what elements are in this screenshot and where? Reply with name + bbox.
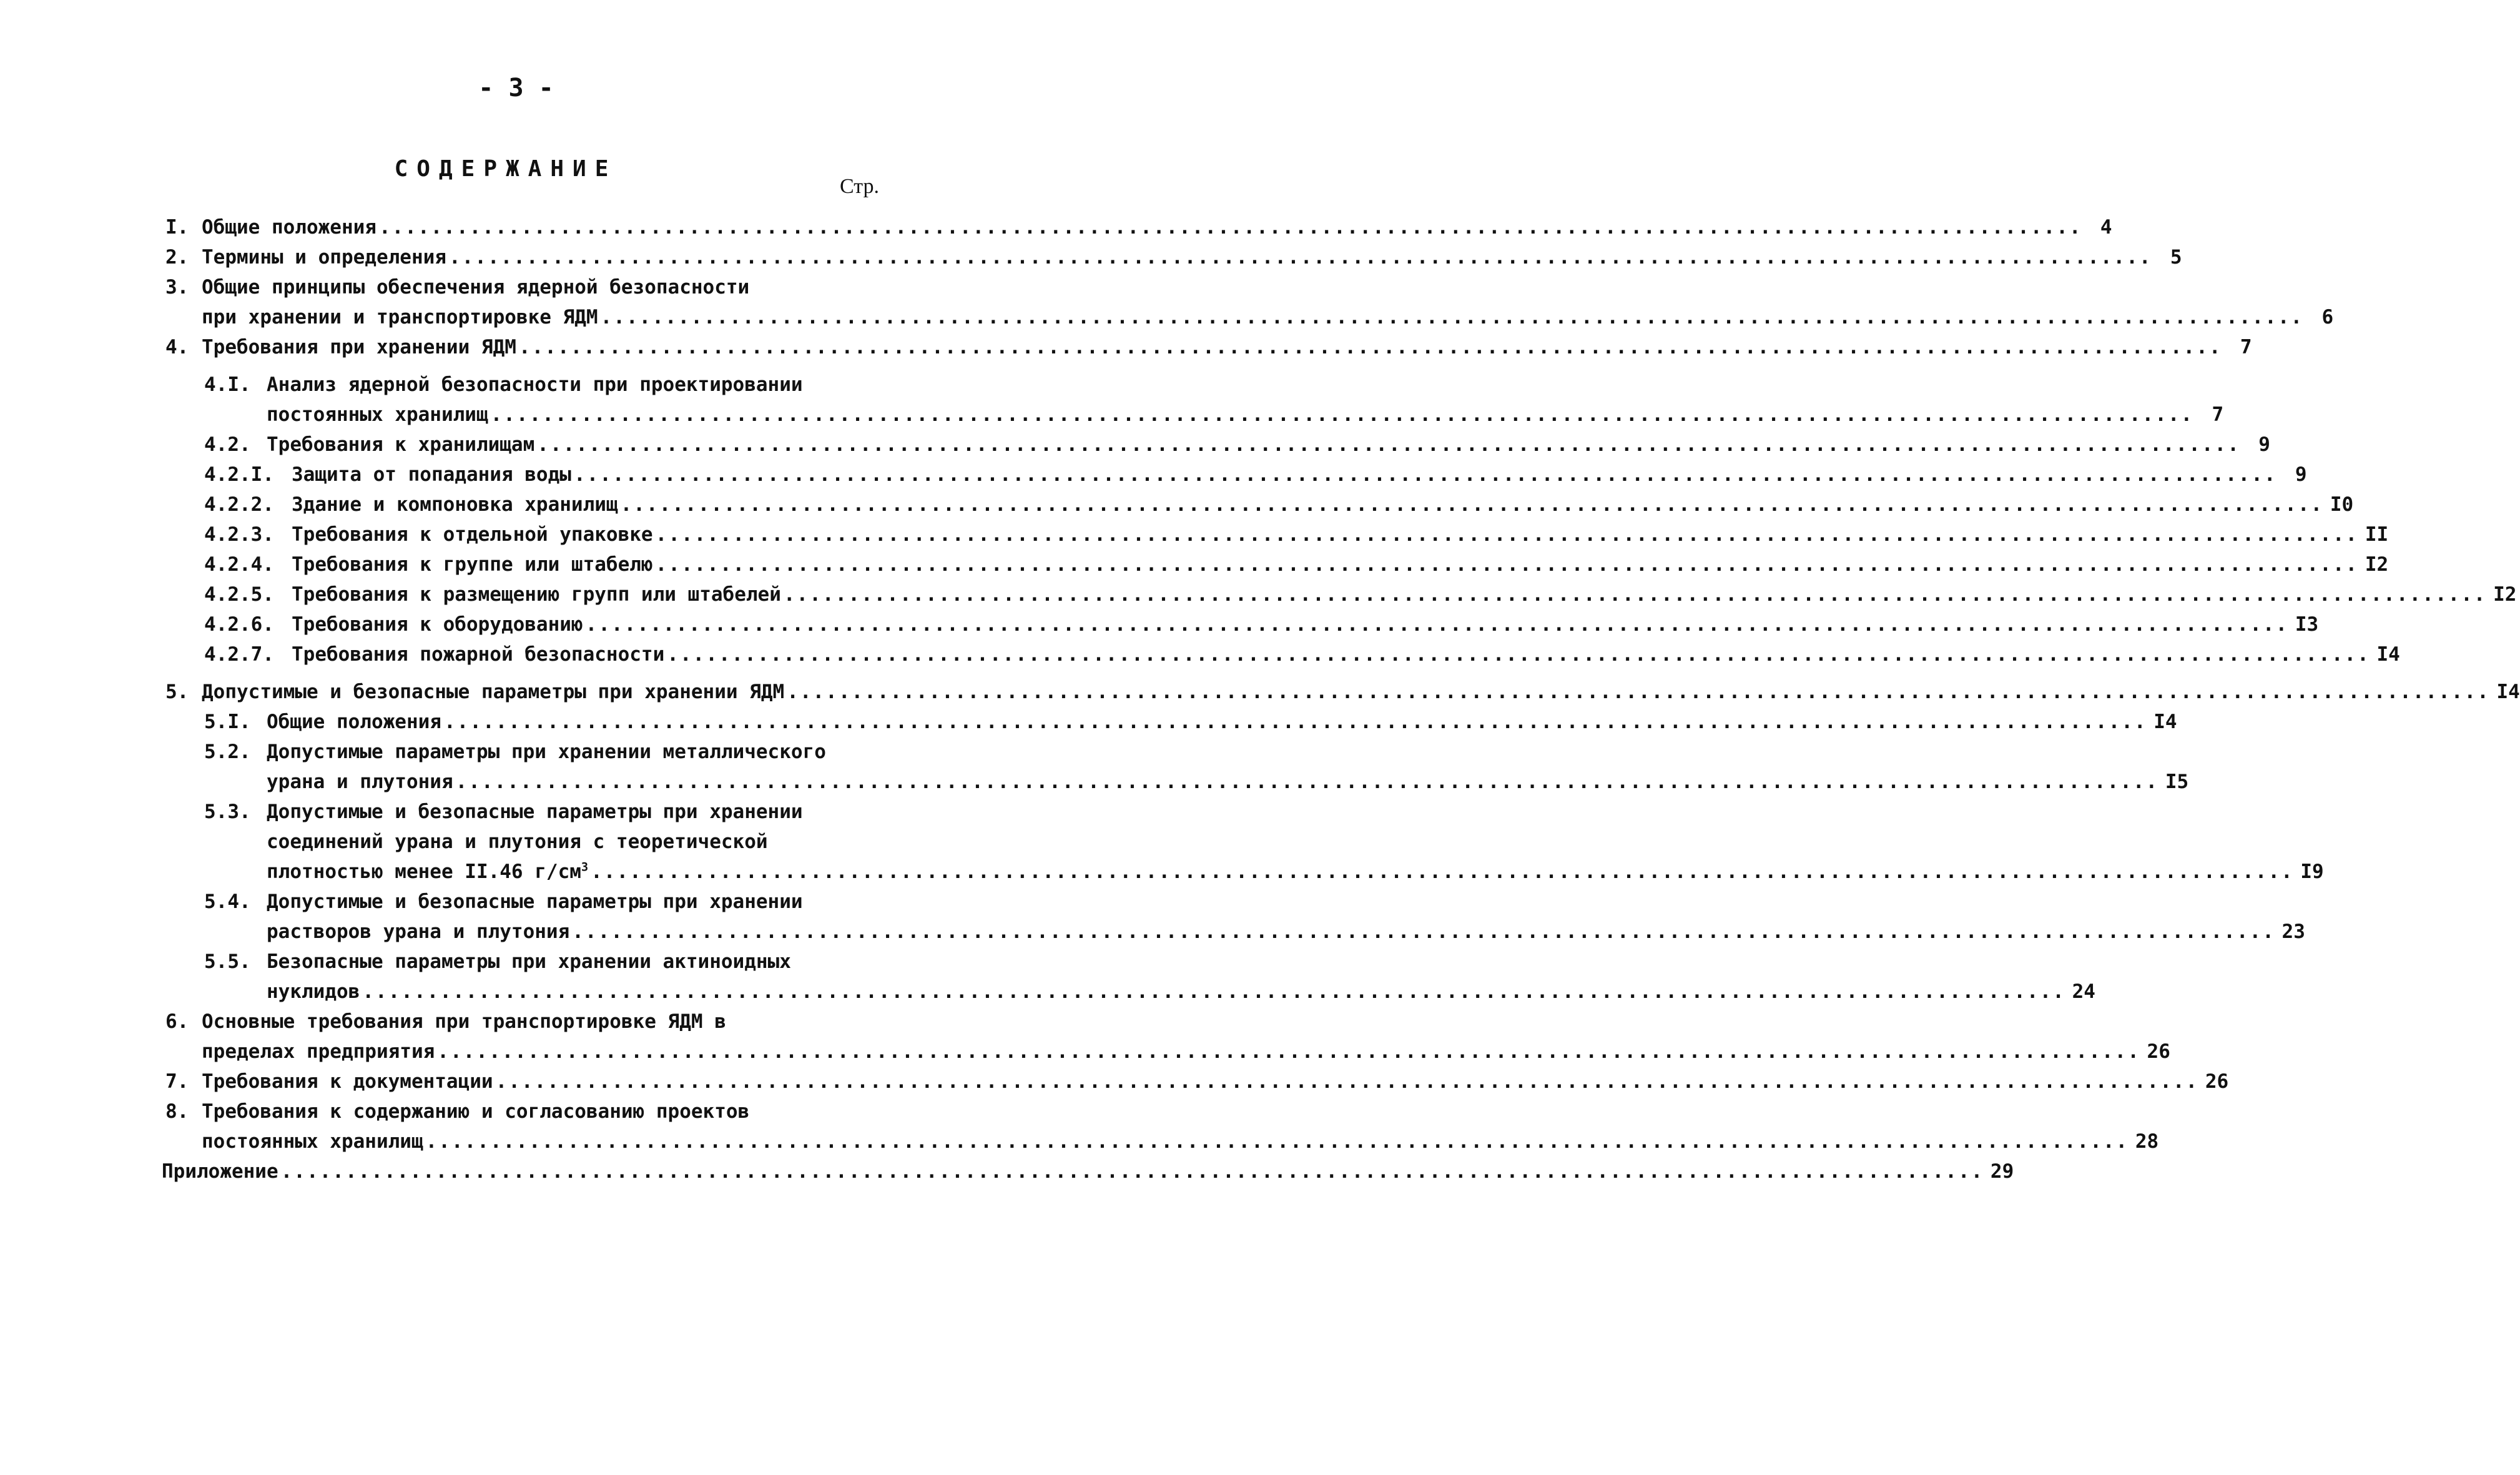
- toc-entry-text: Требования к оборудованию: [292, 613, 583, 636]
- toc-entry-number: I.: [165, 216, 189, 239]
- leader-dots: [787, 677, 2490, 707]
- leader-dots: [281, 1157, 1984, 1186]
- toc-entry-4-2-1: [204, 460, 2307, 490]
- toc-entry-text: Общие положения: [267, 711, 441, 733]
- toc-entry-page: 7: [2212, 403, 2224, 426]
- toc-entry-text: Анализ ядерной безопасности при проектировании: [267, 373, 803, 396]
- toc-entry-4-2-5: [204, 580, 2517, 609]
- toc-entry-text: Требования к содержанию и согласованию проектов: [202, 1100, 750, 1123]
- toc-entry-number: 4.2.6.: [204, 613, 274, 636]
- toc-entry-number: 8.: [165, 1100, 189, 1123]
- leader-dots: [379, 212, 2082, 242]
- leader-dots: [656, 550, 2359, 580]
- toc-entry-5-1: [204, 707, 2177, 737]
- toc-entry-5: [165, 677, 2520, 707]
- leader-dots: [537, 430, 2240, 460]
- toc-entry-text-continued: растворов урана и плутония: [267, 920, 570, 943]
- document-title: СОДЕРЖАНИЕ: [394, 156, 618, 182]
- toc-entry-page: 26: [2147, 1040, 2170, 1063]
- toc-entry-page: I0: [2330, 493, 2354, 516]
- page-number: - 3 -: [478, 74, 554, 102]
- toc-entry-text: Допустимые и безопасные параметры при хранении ЯДМ: [202, 681, 785, 703]
- toc-entry-number: 4.I.: [204, 373, 251, 396]
- leader-dots: [601, 302, 2304, 332]
- toc-entry-number: 4.2.7.: [204, 643, 274, 666]
- leader-dots: [444, 707, 2147, 737]
- toc-entry-text: Требования к документации: [202, 1070, 493, 1093]
- toc-entry-text: Допустимые параметры при хранении металлического: [267, 741, 826, 763]
- toc-entry-number: 5.4.: [204, 890, 251, 913]
- toc-entry-text: Основные требования при транспортировке ЯДМ в: [202, 1010, 726, 1033]
- toc-entry-text-continued: урана и плутония: [267, 771, 453, 793]
- toc-entry-page: 6: [2321, 306, 2334, 328]
- leader-dots: [574, 460, 2277, 490]
- leader-dots: [496, 1067, 2199, 1097]
- toc-entry-text: Безопасные параметры при хранении актиноидных: [267, 950, 791, 973]
- toc-entry-text: Защита от попадания воды: [292, 463, 571, 486]
- leader-dots: [449, 242, 2152, 272]
- toc-entry-text: Общие принципы обеспечения ядерной безопасности: [202, 276, 750, 298]
- leader-dots: [621, 490, 2324, 520]
- toc-entry-number: 4.2.: [204, 433, 251, 456]
- toc-entry-number: 3.: [165, 276, 189, 298]
- toc-entry-5-5: [204, 947, 2095, 1007]
- toc-entry-4-2-3: [204, 520, 2389, 550]
- toc-entry-8: [165, 1097, 2159, 1157]
- toc-entry-3: [165, 272, 2334, 332]
- toc-entry-text-line3: плотностью менее II.46 г/см: [267, 861, 581, 883]
- toc-entry-page: 24: [2072, 980, 2095, 1003]
- toc-entry-number: 5.2.: [204, 741, 251, 763]
- leader-dots: [784, 580, 2487, 609]
- toc-entry-1: [165, 212, 2112, 242]
- toc-entry-page: 23: [2281, 920, 2305, 943]
- toc-entry-number: 5.: [165, 681, 189, 703]
- toc-entry-page: I4: [2153, 711, 2177, 733]
- toc-entry-5-2: [204, 737, 2189, 797]
- toc-entry-text-continued: пределах предприятия: [202, 1040, 435, 1063]
- toc-entry-4: [165, 332, 2252, 362]
- toc-entry-text: Общие положения: [202, 216, 377, 239]
- toc-entry-page: I4: [2376, 643, 2400, 666]
- toc-entry-4-2-7: [204, 639, 2400, 669]
- toc-entry-text: Допустимые и безопасные параметры при хранении: [267, 801, 803, 823]
- toc-entry-page: I4: [2496, 681, 2520, 703]
- leader-dots: [572, 917, 2275, 947]
- toc-entry-text-continued: постоянных хранилищ: [267, 403, 488, 426]
- toc-entry-4-1: [204, 370, 2224, 430]
- toc-entry-6: [165, 1007, 2170, 1067]
- toc-entry-4-2-4: [204, 550, 2389, 580]
- toc-entry-number: 5.I.: [204, 711, 251, 733]
- leader-dots: [591, 857, 2294, 887]
- toc-entry-4-2-6: [204, 609, 2319, 639]
- toc-entry-page: I5: [2165, 771, 2189, 793]
- toc-entry-7: [165, 1067, 2229, 1097]
- toc-entry-page: 26: [2205, 1070, 2229, 1093]
- toc-entry-text: Требования к отдельной упаковке: [292, 523, 653, 546]
- toc-entry-text: Термины и определения: [202, 246, 446, 269]
- toc-entry-number: 4.2.4.: [204, 553, 274, 576]
- toc-entry-page: I2: [2365, 553, 2389, 576]
- leader-dots: [519, 332, 2222, 362]
- toc-entry-number: 4.2.5.: [204, 583, 274, 606]
- toc-entry-text: Допустимые и безопасные параметры при хранении: [267, 890, 803, 913]
- table-of-contents: [162, 212, 2520, 1186]
- toc-entry-number: 5.3.: [204, 801, 251, 823]
- toc-entry-page: 9: [2258, 433, 2270, 456]
- toc-entry-text-continued: [267, 857, 588, 887]
- toc-entry-number: 6.: [165, 1010, 189, 1033]
- toc-entry-number: 4.: [165, 336, 189, 358]
- page-column-header: Стр.: [839, 175, 879, 198]
- toc-entry-text: Требования к хранилищам: [267, 433, 535, 456]
- toc-entry-text: Требования пожарной безопасности: [292, 643, 665, 666]
- leader-dots: [437, 1037, 2140, 1067]
- toc-entry-number: 2.: [165, 246, 189, 269]
- leader-dots: [586, 609, 2289, 639]
- toc-entry-text-continued: при хранении и транспортировке ЯДМ: [202, 306, 598, 328]
- toc-entry-number: 4.2.2.: [204, 493, 274, 516]
- toc-entry-text-continued: нуклидов: [267, 980, 360, 1003]
- toc-entry-appendix: [162, 1157, 2014, 1186]
- toc-entry-5-3: [204, 797, 2324, 887]
- toc-entry-text-continued: постоянных хранилищ: [202, 1130, 423, 1153]
- toc-entry-page: I3: [2295, 613, 2319, 636]
- leader-dots: [667, 639, 2370, 669]
- toc-entry-text: Требования к размещению групп или штабелей: [292, 583, 781, 606]
- toc-entry-page: 29: [1990, 1160, 2014, 1183]
- toc-entry-text: Требования при хранении ЯДМ: [202, 336, 516, 358]
- toc-entry-text: Здание и компоновка хранилищ: [292, 493, 618, 516]
- leader-dots: [491, 400, 2194, 430]
- toc-entry-page: I9: [2300, 861, 2324, 883]
- toc-entry-4-2: [204, 430, 2270, 460]
- toc-entry-page: 4: [2100, 216, 2112, 239]
- superscript: 3: [581, 861, 589, 874]
- toc-entry-text-continued: соединений урана и плутония с теоретической: [267, 831, 768, 853]
- toc-entry-page: 28: [2135, 1130, 2159, 1153]
- toc-entry-page: II: [2365, 523, 2389, 546]
- toc-entry-page: 9: [2295, 463, 2307, 486]
- toc-entry-page: 5: [2170, 246, 2182, 269]
- toc-entry-number: 4.2.3.: [204, 523, 274, 546]
- toc-entry-text: Требования к группе или штабелю: [292, 553, 653, 576]
- toc-entry-text: Приложение: [162, 1160, 278, 1183]
- toc-entry-number: 4.2.I.: [204, 463, 274, 486]
- leader-dots: [362, 977, 2065, 1007]
- toc-entry-5-4: [204, 887, 2305, 947]
- leader-dots: [656, 520, 2359, 550]
- toc-entry-page: I2: [2493, 583, 2517, 606]
- toc-entry-page: 7: [2240, 336, 2252, 358]
- leader-dots: [426, 1127, 2129, 1157]
- leader-dots: [456, 767, 2159, 797]
- toc-entry-number: 5.5.: [204, 950, 251, 973]
- toc-entry-number: 7.: [165, 1070, 189, 1093]
- toc-entry-4-2-2: [204, 490, 2354, 520]
- toc-entry-2: [165, 242, 2182, 272]
